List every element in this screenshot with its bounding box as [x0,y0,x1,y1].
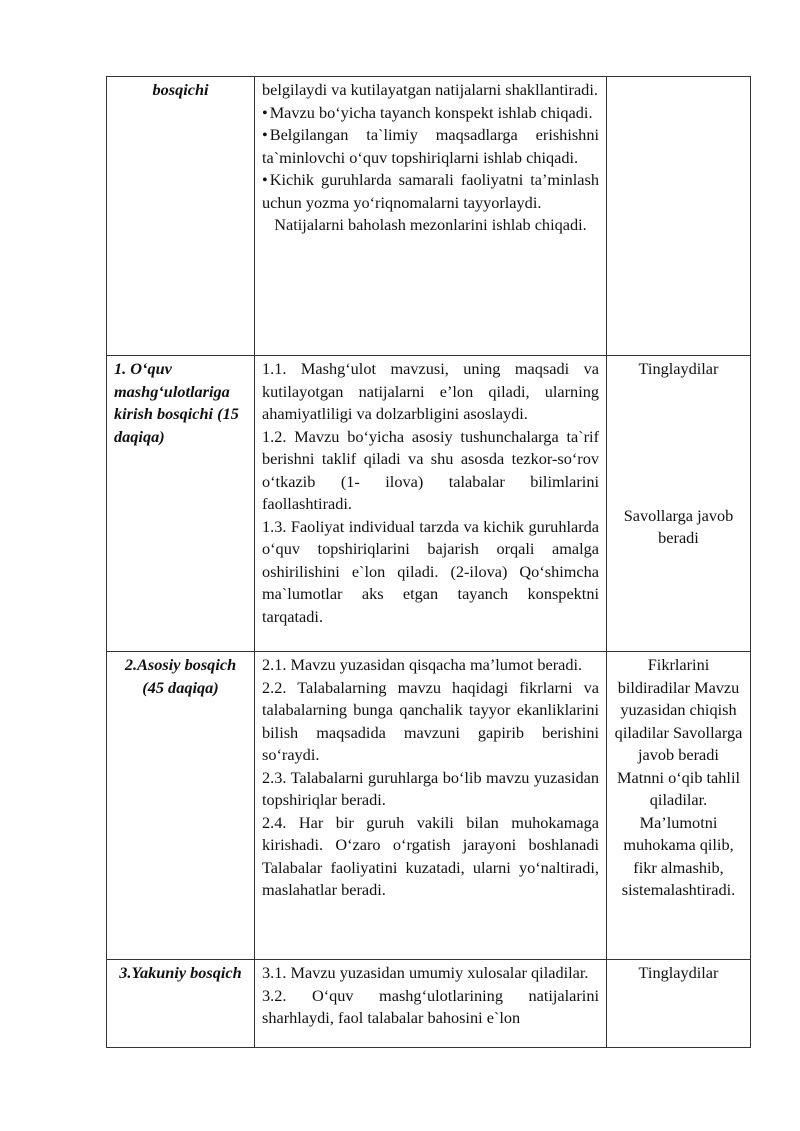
teacher-activity-cell [255,652,607,960]
stage-cell: 2.Asosiy bosqich (45 daqiqa) [107,652,255,960]
student-activity-cell [607,356,751,652]
activity-bullet: • Kichik guruhlarda samarali faoliyatni ta’minlash uchun yozma yo‘riqnomalarni tayyorlaydi. [262,169,599,214]
activity-line: 2.3. Talabalarni guruhlarga bo‘lib mavzu yuzasidan topshiriqlar beradi. [262,767,599,809]
activity-line: 2.1. Mavzu yuzasidan qisqacha ma’lumot beradi. [262,655,583,674]
activity-line: Natijalarni baholash mezonlarini ishlab chiqadi. [274,215,587,234]
stage-cell: 3.Yakuniy bosqich [107,960,255,1048]
spacer [614,381,743,505]
activity-line: 3.2. O‘quv mashg‘ulotlarining natijalarini sharhlaydi, faol talabalar bahosini e`lon [262,985,599,1027]
response-text: Savollarga javob beradi [623,505,734,547]
activity-bullet: • Mavzu bo‘yicha tayanch konspekt ishlab chiqadi. [262,102,599,125]
table-row [107,356,751,652]
table-row [107,652,751,960]
response-text: Tinglaydilar [638,359,719,378]
activity-line: 1.2. Mavzu bo‘yicha asosiy tushunchalarga ta`rif berishni taklif qiladi va shu asosda tezkor-so‘rov o‘tkazib (1- ilova) talabalar bilimlarini faollashtiradi. [262,426,599,513]
student-activity-cell [607,77,751,356]
activity-line: belgilaydi va kutilayatgan natijalarni shakllantiradi. [262,80,598,99]
activity-bullet: • Belgilangan ta`limiy maqsadlarga erishishni ta`minlovchi o‘quv topshiriqlarni ishlab chiqadi. [262,124,599,169]
activity-line: 1.1. Mashg‘ulot mavzusi, uning maqsadi va kutilayotgan natijalarni e’lon qiladi, ularning ahamiyatliligi va dolzarbligini asoslaydi. [262,359,599,423]
table-row [107,960,751,1048]
stage-cell: bosqichi [107,77,255,356]
table-row [107,77,751,356]
teacher-activity-cell [255,356,607,652]
activity-line: 3.1. Mavzu yuzasidan umumiy xulosalar qiladilar. [262,963,589,982]
stage-cell: 1. O‘quv mashg‘ulotlariga kirish bosqichi (15 daqiqa) [107,356,255,652]
activity-line: 2.4. Har bir guruh vakili bilan muhokamaga kirishadi. O‘zaro o‘rgatish jarayoni boshlanadi Talabalar faoliyatini kuzatadi, ularni yo‘naltiradi, maslahatlar beradi. [262,812,599,899]
student-activity-cell: Tinglaydilar [607,960,751,1048]
student-activity-cell: Fikrlarini bildiradilar Mavzu yuzasidan chiqish qiladilar Savollarga javob beradi Matnni o‘qib tahlil qiladilar. Ma’lumotni muhokama qilib, fikr almashib, sistemalashtiradi. [607,652,751,960]
activity-line: 2.2. Talabalarning mavzu haqidagi fikrlarni va talabalarning bunga qanchalik tayyor ekanliklarini bilish maqsadida mavzuni gapirib berishini so‘raydi. [262,677,599,764]
activity-line: 1.3. Faoliyat individual tarzda va kichik guruhlarda o‘quv topshiriqlarini bajarish orqali amalga oshirilishini e`lon qiladi. (2-ilova) Qo‘shimcha ma`lumotlar aks etgan tayanch konspektni tarqatadi. [262,516,599,626]
teacher-activity-cell [255,960,607,1048]
teacher-activity-cell [255,77,607,356]
lesson-plan-table [106,76,751,1048]
